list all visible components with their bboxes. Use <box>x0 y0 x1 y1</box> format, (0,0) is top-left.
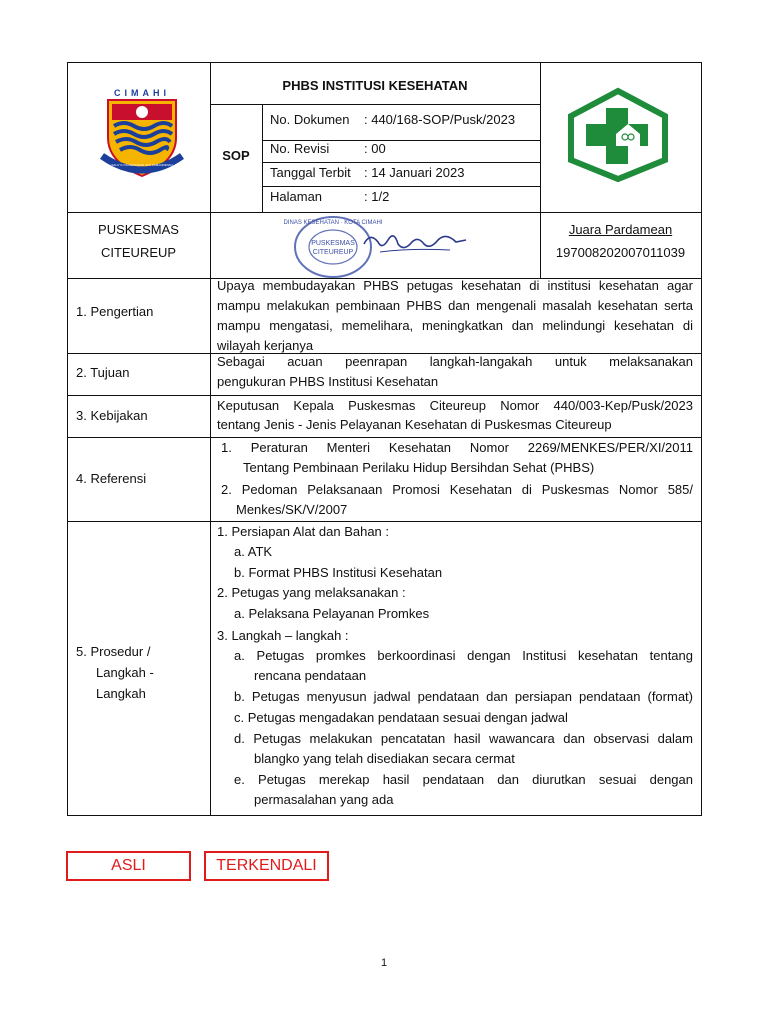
org-name-line1: PUSKESMAS <box>98 222 179 237</box>
stamp-terkendali: TERKENDALI <box>204 851 329 881</box>
page-number: 1 <box>380 957 388 969</box>
signer-nip: 197008202007011039 <box>555 245 686 260</box>
signer-name: Juara Pardamean <box>568 222 673 237</box>
stamp-inner-line2: CITEUREUP <box>312 249 354 256</box>
cimahi-logo-motto: SALUYU NGAWANGUN JATI KAMANDIRIAN <box>111 163 173 167</box>
section-referensi-label: 4. Referensi <box>76 471 147 486</box>
stamp-inner-line1: PUSKESMAS <box>311 240 355 247</box>
cimahi-logo <box>98 86 186 181</box>
stamp-asli: ASLI <box>66 851 191 881</box>
cimahi-logo-text: CIMAHI <box>114 88 170 98</box>
org-name-line2: CITEUREUP <box>100 245 177 260</box>
section-pengertian-label: 1. Pengertian <box>76 304 154 319</box>
sop-label: SOP <box>222 148 250 163</box>
handwritten-signature <box>360 222 470 262</box>
section-tujuan-label: 2. Tujuan <box>76 365 130 380</box>
document-title: PHBS INSTITUSI KESEHATAN <box>282 78 468 93</box>
section-kebijakan-label: 3. Kebijakan <box>76 408 148 423</box>
puskesmas-logo <box>566 88 670 182</box>
stamp-outer-text: DINAS KESEHATAN · KOTA CIMAHI <box>283 220 383 226</box>
